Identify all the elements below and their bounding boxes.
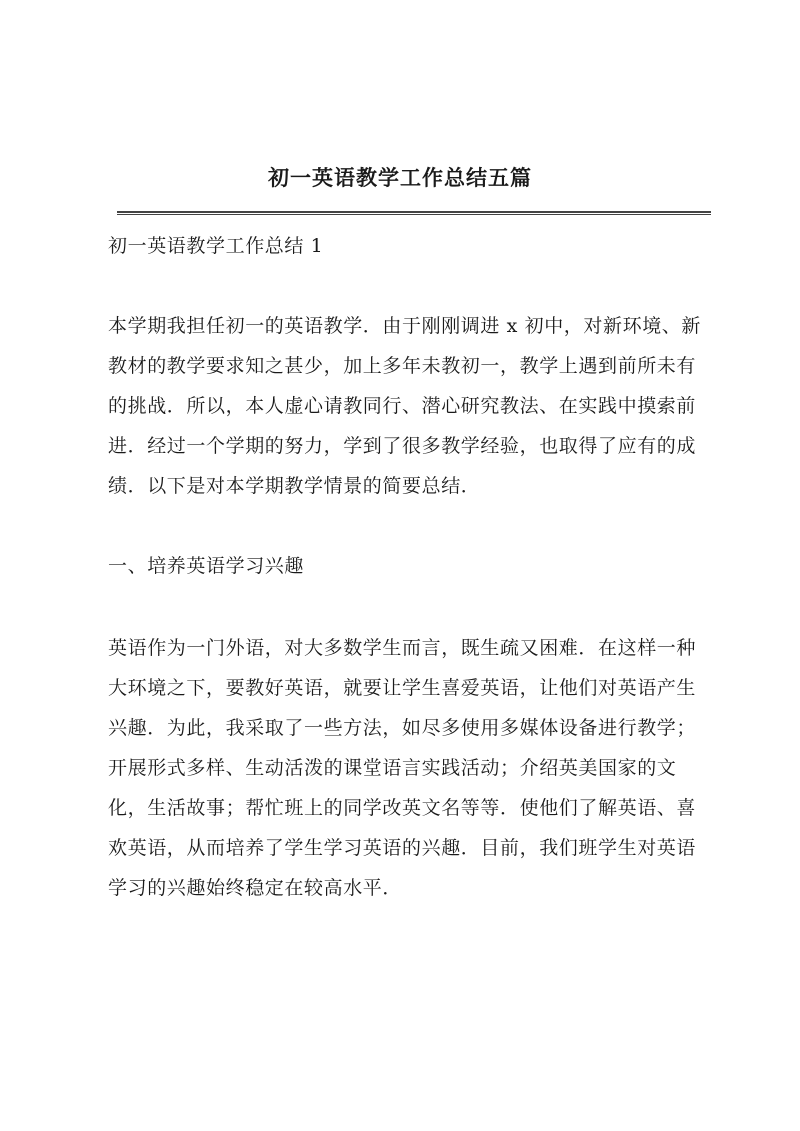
spacer [108, 266, 715, 306]
spacer [108, 586, 715, 628]
section-heading-interest: 一、培养英语学习兴趣 [108, 555, 305, 577]
spacer [108, 506, 715, 546]
section-subtitle: 初一英语教学工作总结 1 [108, 235, 324, 257]
document-body [108, 226, 715, 908]
document-title: 初一英语教学工作总结五篇 [268, 165, 532, 190]
body-paragraph-intro: 本学期我担任初一的英语教学．由于刚刚调进 x 初中，对新环境、新教材的教学要求知之甚少，加上多年未教初一，教学上遇到前所未有的挑战．所以，本人虚心请教同行、潜心研究教法、在实践中摸索前进．经过一个学期的努力，学到了很多教学经验，也取得了应有的成绩．以下是对本学期教学情景的简要总结． [108, 315, 701, 497]
title-divider [117, 211, 711, 215]
body-paragraph-interest: 英语作为一门外语，对大多数学生而言，既生疏又困难．在这样一种大环境之下，要教好英语，就要让学生喜爱英语，让他们对英语产生兴趣．为此，我采取了一些方法，如尽多使用多媒体设备进行教学；开展形式多样、生动活泼的课堂语言实践活动；介绍英美国家的文化，生活故事；帮忙班上的同学改英文名等等．使他们了解英语、喜欢英语，从而培养了学生学习英语的兴趣．目前，我们班学生对英语学习的兴趣始终稳定在较高水平． [108, 637, 697, 899]
